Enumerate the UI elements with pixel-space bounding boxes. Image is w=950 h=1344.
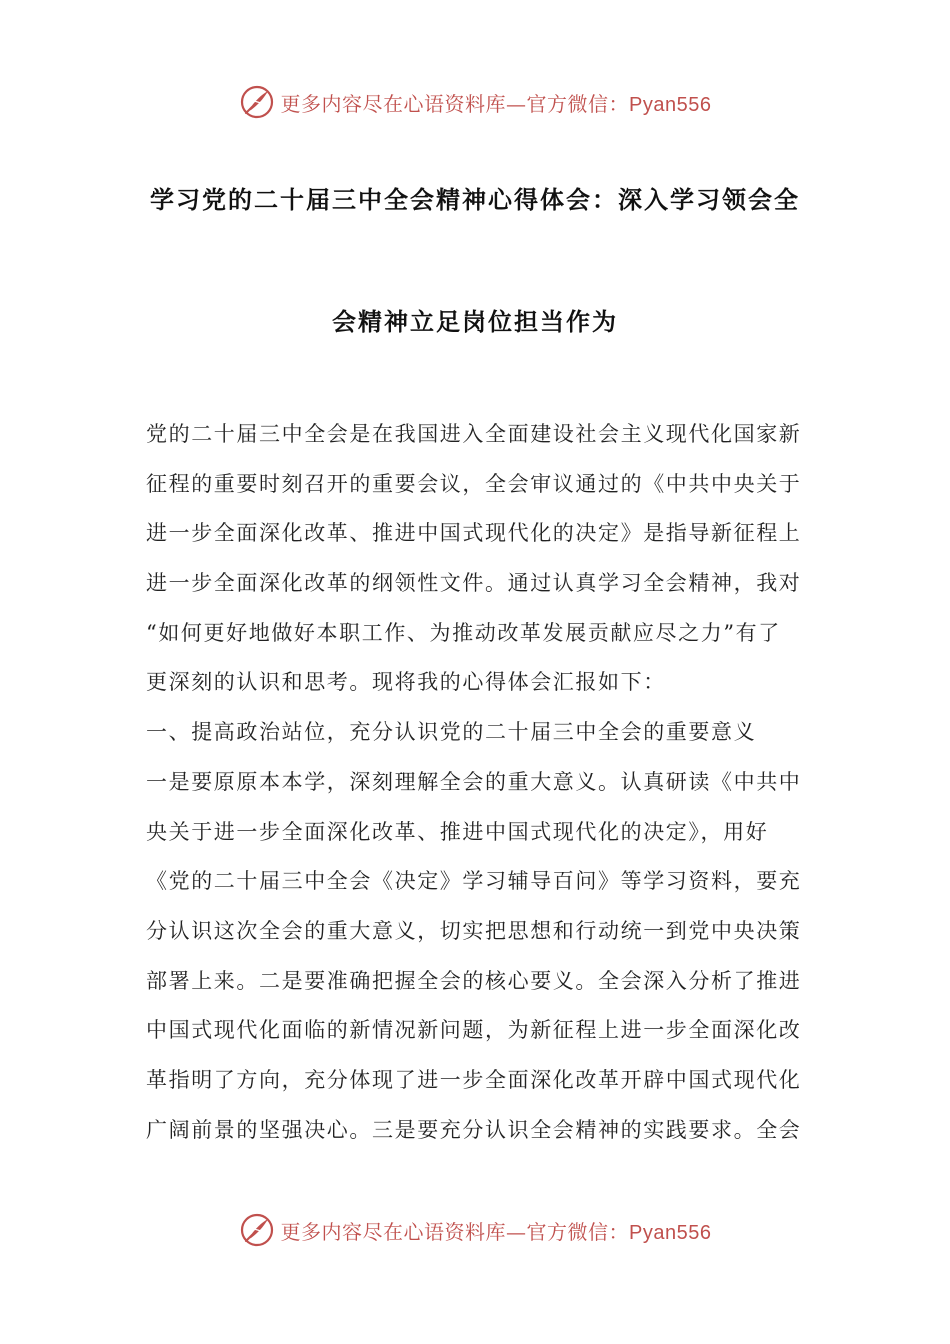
- body-line: 进一步全面深化改革、推进中国式现代化的决定》是指导新征程上: [146, 521, 802, 546]
- wechat-account: Pyan556: [629, 1221, 712, 1244]
- body-line: “如何更好地做好本职工作、为推动改革发展贡献应尽之力”有了: [146, 620, 781, 645]
- section-heading: 一、提高政治站位，充分认识党的二十届三中全会的重要意义: [146, 720, 757, 745]
- body-line: 征程的重要时刻召开的重要会议，全会审议通过的《中共中央关于: [146, 471, 802, 496]
- body-line: 一是要原原本本学，深刻理解全会的重大意义。认真研读《中共中: [146, 769, 802, 794]
- header-banner: [0, 82, 950, 122]
- body-line: 部署上来。二是要准确把握全会的核心要义。全会深入分析了推进: [146, 968, 802, 993]
- document-title-line-1: 学习党的二十届三中全会精神心得体会：深入学习领会全: [150, 186, 800, 214]
- feather-pen-logo-icon: [239, 1212, 275, 1248]
- document-body: [146, 410, 806, 1155]
- body-line: 党的二十届三中全会是在我国进入全面建设社会主义现代化国家新: [146, 422, 802, 446]
- promo-text: [281, 1216, 712, 1245]
- body-line: 进一步全面深化改革的纲领性文件。通过认真学习全会精神，我对: [146, 571, 802, 596]
- wechat-account: Pyan556: [629, 93, 712, 116]
- body-line: 广阔前景的坚强决心。三是要充分认识全会精神的实践要求。全会: [146, 1117, 802, 1142]
- body-line: 更深刻的认识和思考。现将我的心得体会汇报如下：: [146, 670, 666, 695]
- body-line: 革指明了方向，充分体现了进一步全面深化改革开辟中国式现代化: [146, 1067, 802, 1092]
- promo-label: 更多内容尽在心语资料库—官方微信：: [280, 1219, 630, 1244]
- body-line: 央关于进一步全面深化改革、推进中国式现代化的决定》，用好: [146, 819, 769, 844]
- body-line: 分认识这次全会的重大意义，切实把思想和行动统一到党中央决策: [146, 918, 802, 943]
- footer-banner: [0, 1210, 950, 1250]
- body-line: 《党的二十届三中全会《决定》学习辅导百问》等学习资料，要充: [146, 869, 802, 894]
- body-line: 中国式现代化面临的新情况新问题，为新征程上进一步全面深化改: [146, 1018, 802, 1043]
- feather-pen-logo-icon: [239, 84, 275, 120]
- promo-label: 更多内容尽在心语资料库—官方微信：: [280, 91, 630, 116]
- promo-text: [281, 88, 712, 117]
- document-title-line-2: 会精神立足岗位担当作为: [332, 308, 618, 336]
